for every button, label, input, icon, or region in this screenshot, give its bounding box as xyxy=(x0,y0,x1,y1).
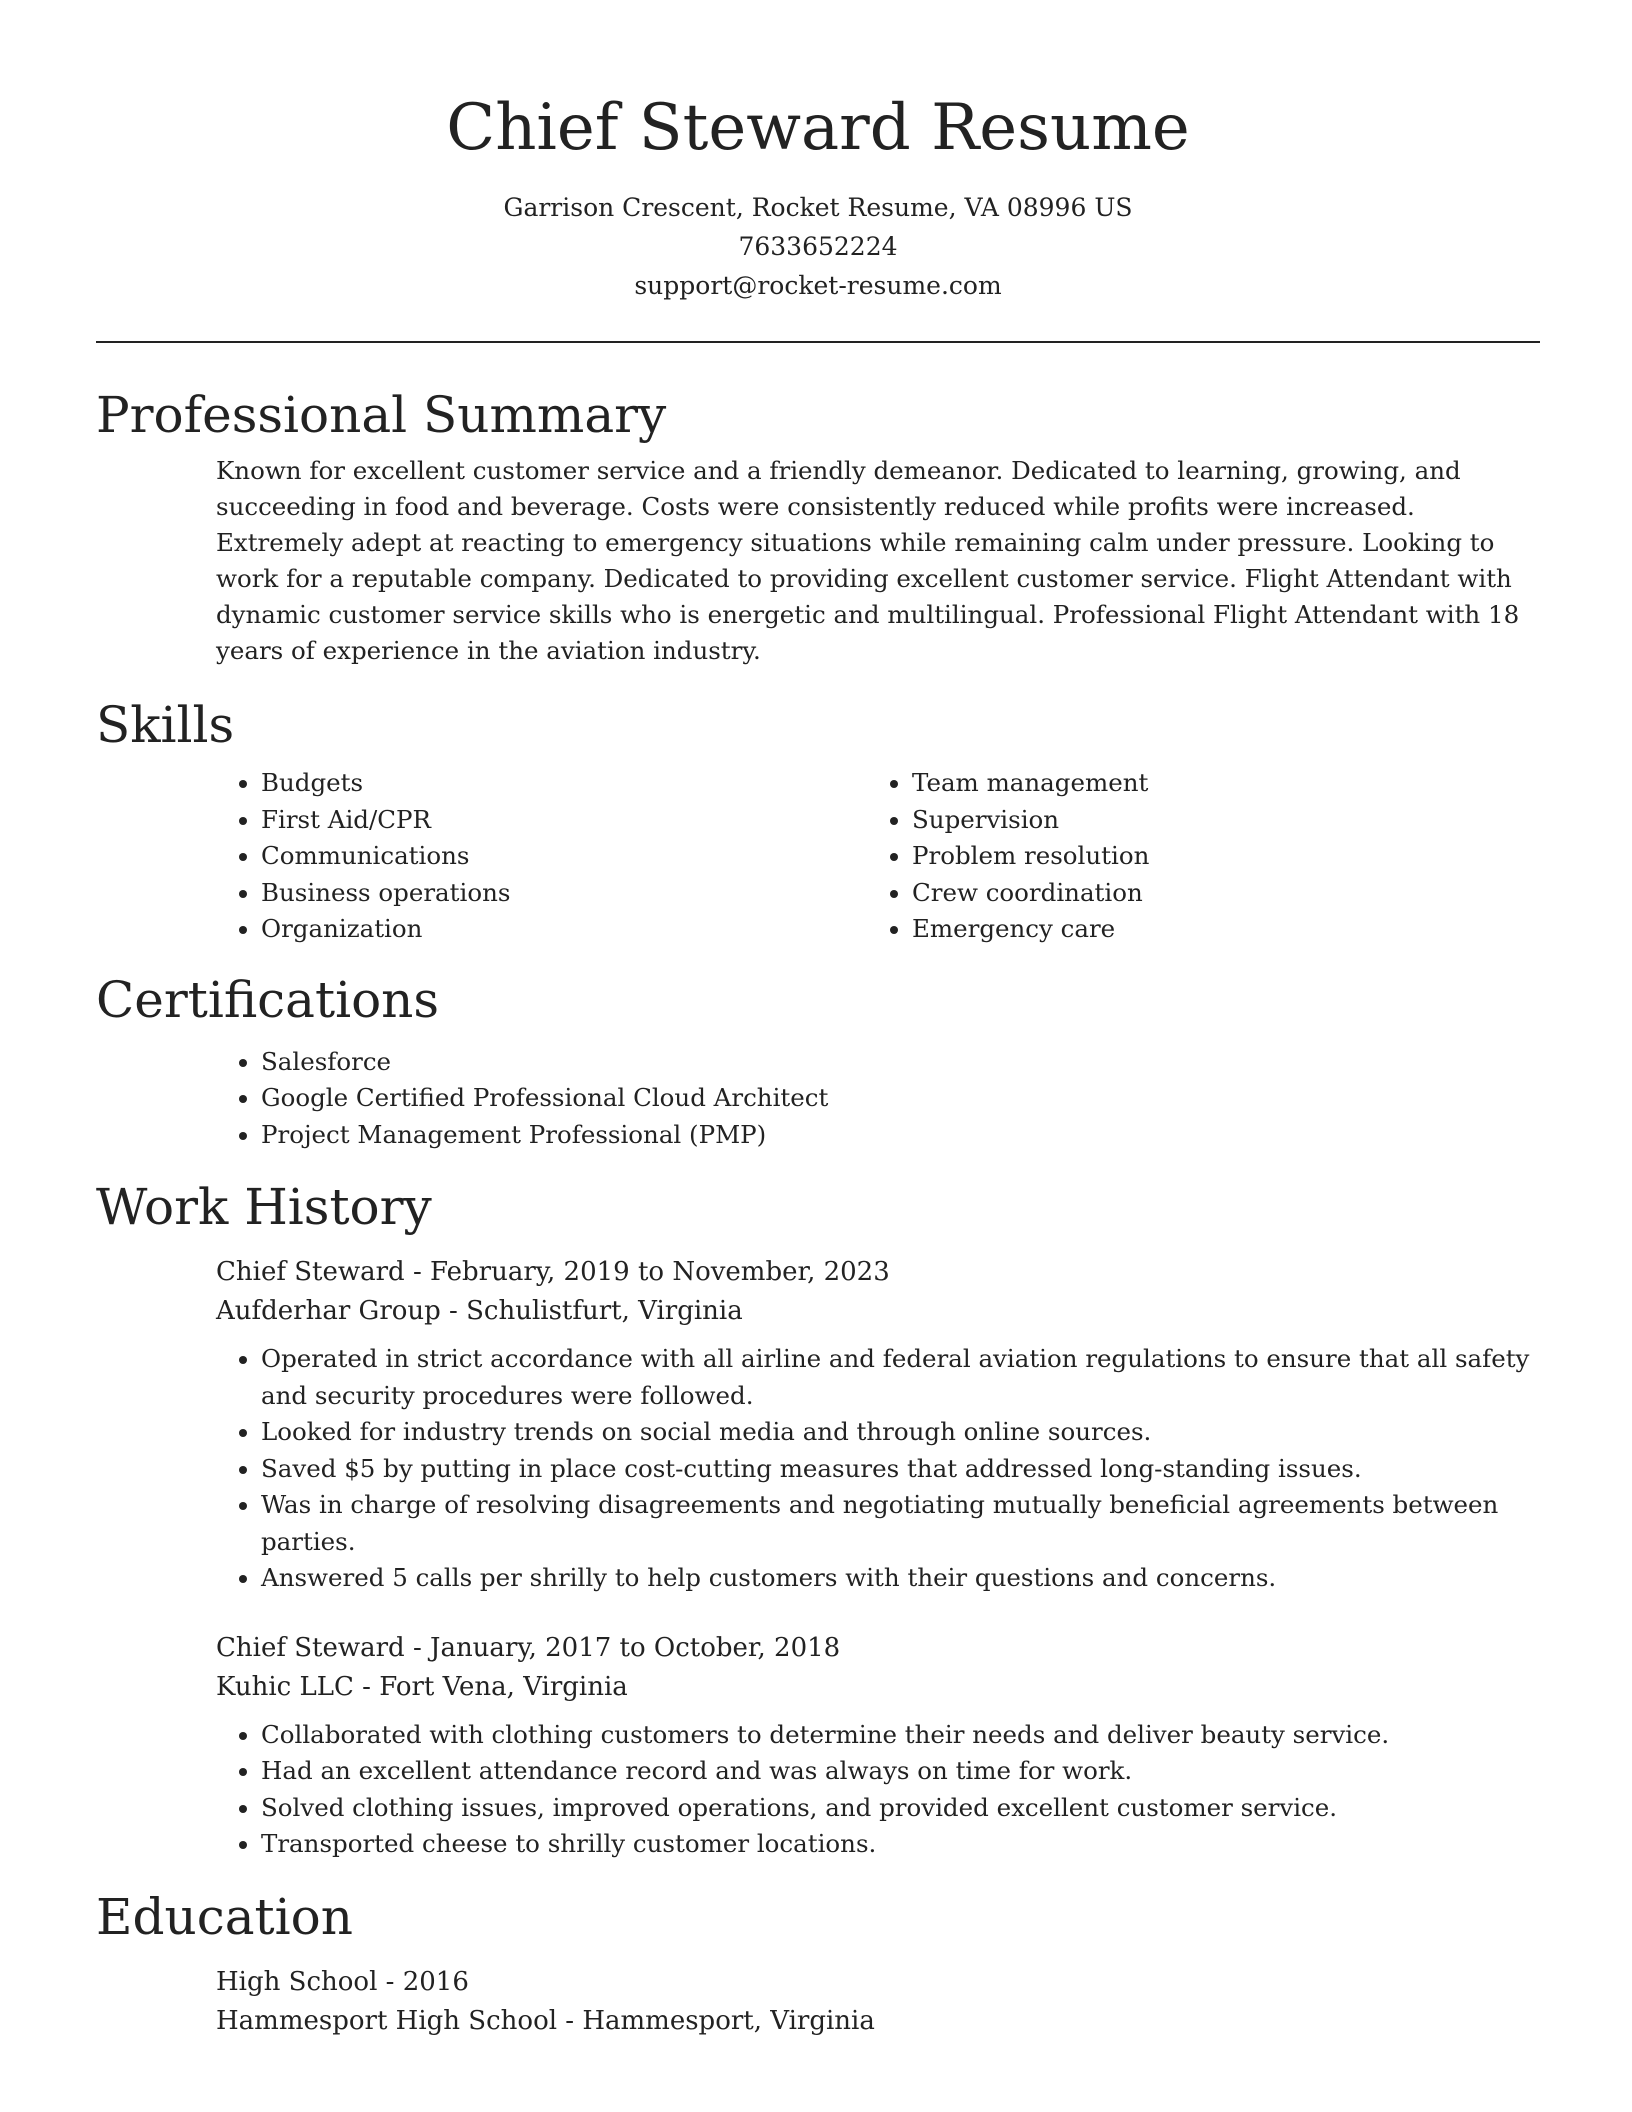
skills-grid xyxy=(96,765,1540,948)
skill-item: • First Aid/CPR xyxy=(261,802,747,839)
education-section xyxy=(96,1885,1540,2041)
job-title-line: Chief Steward - February, 2019 to November, 2023 xyxy=(216,1257,890,1287)
job-bullet: • Collaborated with clothing customers to determine their needs and deliver beauty service. xyxy=(261,1717,1540,1754)
skill-item: • Communications xyxy=(261,838,747,875)
education-entry xyxy=(216,1963,1540,2041)
job-bullets xyxy=(216,1717,1540,1863)
job-entry xyxy=(216,1253,1540,1597)
job-entry xyxy=(216,1629,1540,1863)
skill-item: • Business operations xyxy=(261,875,747,912)
job-bullet: • Answered 5 calls per shrilly to help customers with their questions and concerns. xyxy=(261,1560,1540,1597)
skill-item: • Budgets xyxy=(261,765,747,802)
skill-item: • Emergency care xyxy=(912,911,1540,948)
job-bullet: • Operated in strict accordance with all airline and federal aviation regulations to ensure that all safety and security procedures were followed. xyxy=(261,1341,1540,1414)
skill-item: • Supervision xyxy=(912,802,1540,839)
skills-heading: Skills xyxy=(96,696,235,754)
header-divider xyxy=(96,341,1540,343)
skill-item: • Team management xyxy=(912,765,1540,802)
contact-email: support@rocket-resume.com xyxy=(634,271,1002,300)
contact-address: Garrison Crescent, Rocket Resume, VA 08996 US xyxy=(503,193,1133,222)
certifications-list xyxy=(96,1044,1540,1154)
skills-section xyxy=(96,693,1540,948)
job-bullets xyxy=(216,1341,1540,1597)
education-degree-line: High School - 2016 xyxy=(216,1966,469,1997)
job-bullet: • Was in charge of resolving disagreements and negotiating mutually beneficial agreements between parties. xyxy=(261,1487,1540,1560)
job-bullet: • Transported cheese to shrilly customer locations. xyxy=(261,1826,1540,1863)
summary-text: Known for excellent customer service and a friendly demeanor. Dedicated to learning, growing, and succeeding in food and beverage. Costs were consistently reduced while profits were increased. Extremely adept at reacting to emergency situations while remaining calm under pressure. Looking to work for a reputable company. Dedicated to providing excellent customer service. Flight Attendant with dynamic customer service skills who is energetic and multilingual. Professional Flight Attendant with 18 years of experience in the aviation industry. xyxy=(216,456,1520,665)
skill-item: • Crew coordination xyxy=(912,875,1540,912)
job-bullet: • Had an excellent attendance record and was always on time for work. xyxy=(261,1753,1540,1790)
skills-left-list xyxy=(96,765,747,948)
resume-title: Chief Steward Resume xyxy=(446,91,1190,165)
certifications-heading: Certifications xyxy=(96,970,440,1029)
education-school-line: Hammesport High School - Hammesport, Virginia xyxy=(216,2005,875,2036)
job-company-line: Aufderhar Group - Schulistfurt, Virginia xyxy=(216,1296,743,1326)
contact-phone: 7633652224 xyxy=(738,232,898,261)
certification-item: • Salesforce xyxy=(261,1044,1540,1081)
job-bullet: • Saved $5 by putting in place cost-cutting measures that addressed long-standing issues. xyxy=(261,1451,1540,1488)
certification-item: • Google Certified Professional Cloud Architect xyxy=(261,1080,1540,1117)
job-company-line: Kuhic LLC - Fort Vena, Virginia xyxy=(216,1671,628,1702)
skill-item: • Problem resolution xyxy=(912,838,1540,875)
resume-page xyxy=(96,0,1540,2041)
job-title-line: Chief Steward - January, 2017 to October, 2018 xyxy=(216,1632,841,1663)
summary-heading: Professional Summary xyxy=(96,386,667,444)
work-history-heading: Work History xyxy=(96,1178,432,1236)
certification-item: • Project Management Professional (PMP) xyxy=(261,1117,1540,1154)
skill-item: • Organization xyxy=(261,911,747,948)
certifications-section xyxy=(96,968,1540,1154)
work-history-section xyxy=(96,1175,1540,1863)
contact-block xyxy=(96,188,1540,305)
job-bullet: • Solved clothing issues, improved operations, and provided excellent customer service. xyxy=(261,1790,1540,1827)
skills-right-list xyxy=(747,765,1540,948)
job-bullet: • Looked for industry trends on social media and through online sources. xyxy=(261,1414,1540,1451)
summary-section xyxy=(96,383,1540,669)
education-heading: Education xyxy=(96,1887,353,1946)
